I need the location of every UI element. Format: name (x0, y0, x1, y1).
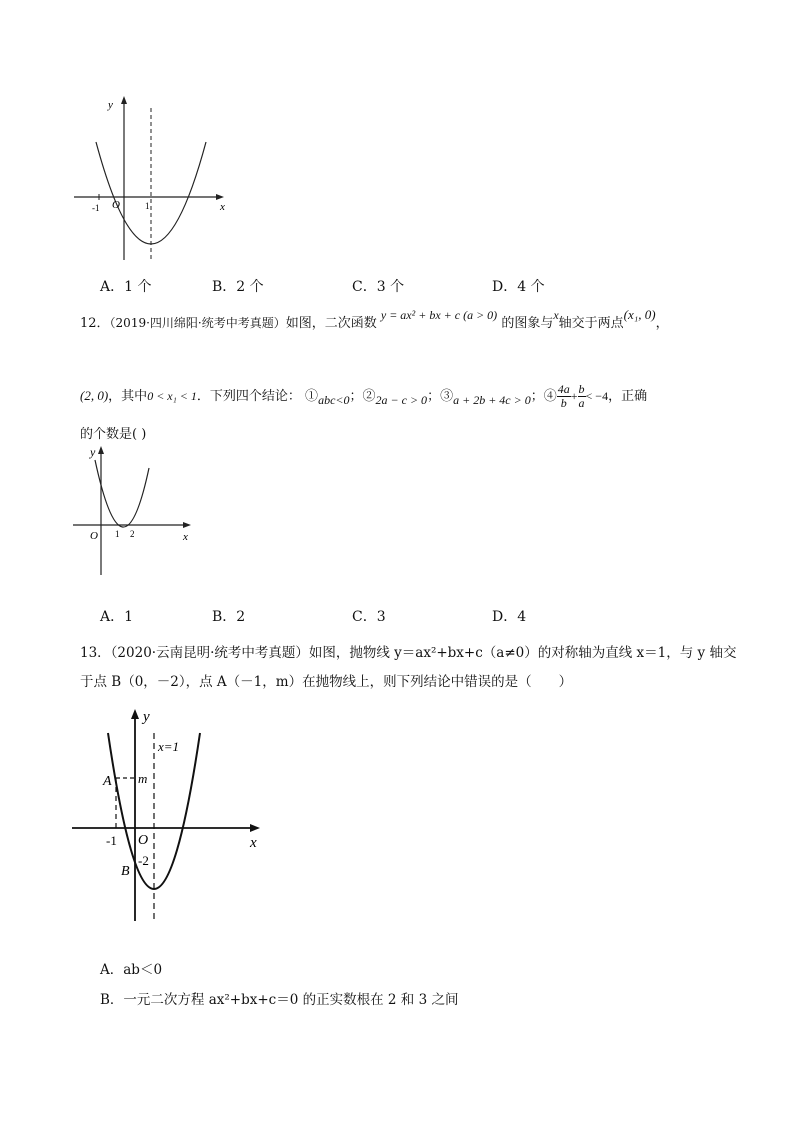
graph1-origin: O (112, 199, 120, 211)
graph3-origin: O (138, 833, 149, 848)
q13-option-b[interactable]: B．一元二次方程 ax²+bx+c＝0 的正实数根在 2 和 3 之间 (100, 992, 459, 1008)
q12-function: y = ax² + bx + c (a > 0) (380, 308, 498, 322)
q12-stem-line3: 的个数是( ) (80, 427, 147, 442)
q12-range: 0 < x₁ < 1 (147, 389, 197, 403)
q12-parabola-graph (65, 440, 205, 580)
graph2-origin: O (90, 530, 98, 542)
q12-conclusion-2: 2a − c > 0 (375, 393, 428, 407)
graph1-tick-neg1: -1 (92, 203, 100, 213)
q12-conclusion-4: < −4 (585, 389, 609, 403)
graph2-y-label: y (90, 445, 96, 459)
graph3-point-b: B (121, 864, 130, 879)
graph1-x-label: x (220, 201, 225, 213)
q12-point2: (2, 0) (80, 388, 109, 403)
graph1-y-label: y (108, 99, 113, 111)
q12-source: （2019·四川绵阳·统考中考真题） (109, 316, 286, 330)
q11-option-b[interactable]: B．2 个 (212, 279, 264, 295)
graph2-x-label: x (183, 531, 188, 543)
graph2-tick-1: 1 (115, 529, 120, 539)
q12-frac-4a-b: $\frac{4a}{b}$ (557, 382, 570, 410)
q12-frac-b-a: $\frac{b}{a}$ (578, 382, 585, 410)
graph2-tick-2: 2 (130, 529, 135, 539)
graph3-symmetry-label: x=1 (158, 739, 180, 754)
q12-conclusion-1: abc<0 (318, 393, 350, 407)
graph3-tick-neg2: -2 (138, 853, 149, 868)
graph3-tick-neg1: -1 (106, 833, 117, 848)
q11-option-d[interactable]: D．4 个 (492, 279, 545, 295)
q12-number: 12． (80, 316, 110, 331)
q11-option-c[interactable]: C．3 个 (352, 279, 405, 295)
q13-stem-line1: 13．（2020·云南昆明·统考中考真题）如图，抛物线 y＝ax²+bx+c（a≠0）的对称轴为直线 x＝1，与 y 轴交 (80, 645, 737, 661)
q12-option-d[interactable]: D．4 (492, 609, 527, 625)
q12-option-b[interactable]: B．2 (212, 609, 246, 625)
q13-option-a[interactable]: A．ab＜0 (100, 962, 163, 978)
graph3-point-a: A (103, 774, 112, 789)
q12-point1: (x₁, 0) (623, 307, 656, 322)
graph3-y-label: y (143, 709, 150, 725)
q11-parabola-graph (60, 90, 240, 265)
q12-option-c[interactable]: C．3 (352, 609, 386, 625)
graph1-tick-1: 1 (145, 201, 150, 211)
q12-stem-line1: 12．（2019·四川绵阳·统考中考真题）如图，二次函数 y = ax² + bx + c (a > 0) 的图象与x轴交于两点(x₁, 0)， (80, 307, 669, 331)
graph3-x-label: x (250, 835, 257, 851)
q13-parabola-graph (70, 703, 270, 925)
q12-stem-line2: (2, 0)，其中0 < x₁ < 1．下列四个结论： ①abc<0；②2a − c > 0；③a + 2b + 4c > 0；④ $\frac{4a}{b}$ + $\frac{b}{a}$ < −4，正确 (80, 382, 648, 410)
q12-option-a[interactable]: A．1 (100, 609, 134, 625)
q12-conclusion-3: a + 2b + 4c > 0 (453, 393, 531, 407)
graph3-m-label: m (138, 771, 148, 786)
q11-option-a[interactable]: A．1 个 (100, 279, 152, 295)
q13-stem-line2: 于点 B（0，－2），点 A（－1，m）在抛物线上，则下列结论中错误的是（ ） (80, 674, 573, 690)
